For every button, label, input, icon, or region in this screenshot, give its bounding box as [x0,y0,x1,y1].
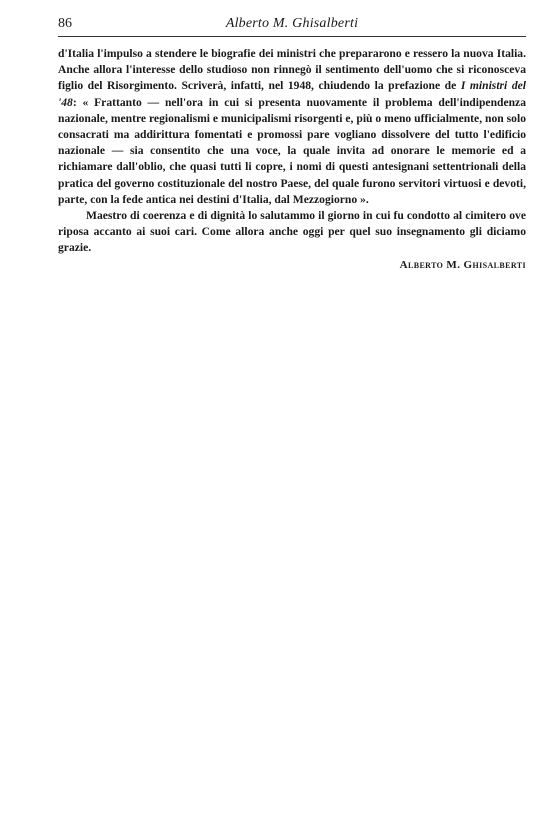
paragraph-text-part-1: d'Italia l'impulso a stendere le biografie dei ministri che prepararono e ressero la nuova Italia. Anche allora l'interesse dello studioso non rinnegò il sentimento dell'uomo che si riconosceva figlio del Risorgimento. Scriverà, infatti, nel 1948, chiudendo la prefazione de [58,47,526,93]
author-signature: Alberto M. Ghisalberti [399,258,526,271]
paragraph-text-part-2: : « Frattanto — nell'ora in cui si presenta nuovamente il problema dell'indipendenza nazionale, mentre regionalismi e municipalismi risorgenti e, più o meno ufficialmente, non solo consacrati ma addirittura fomentati e promossi pare vogliano dissolvere del tutto l'edificio nazionale — sia consentito che una voce, la quale invita ad onorare le memorie ed a richiamare dall'oblio, che quasi tutti li copre, i nomi di questi antesignani settentrionali della pratica del governo costituzionale del nostro Paese, del quale furono servitori virtuosi e devoti, parte, con la fede antica nei destini d'Italia, dal Mezzogiorno ». [58,95,526,206]
body-text [58,46,526,257]
paragraph-closing: Maestro di coerenza e di dignità lo salutammo il giorno in cui fu condotto al cimitero ove riposa accanto ai suoi cari. Come allora anche oggi per quel suo insegnamento gli diciamo grazie. [58,209,526,255]
running-header [58,14,526,37]
book-page [58,14,526,271]
running-title: Alberto M. Ghisalberti [225,16,359,31]
page-number: 86 [58,16,72,31]
paragraph-continuation [58,46,526,208]
cited-book-title: I ministri del '48 [58,79,526,109]
